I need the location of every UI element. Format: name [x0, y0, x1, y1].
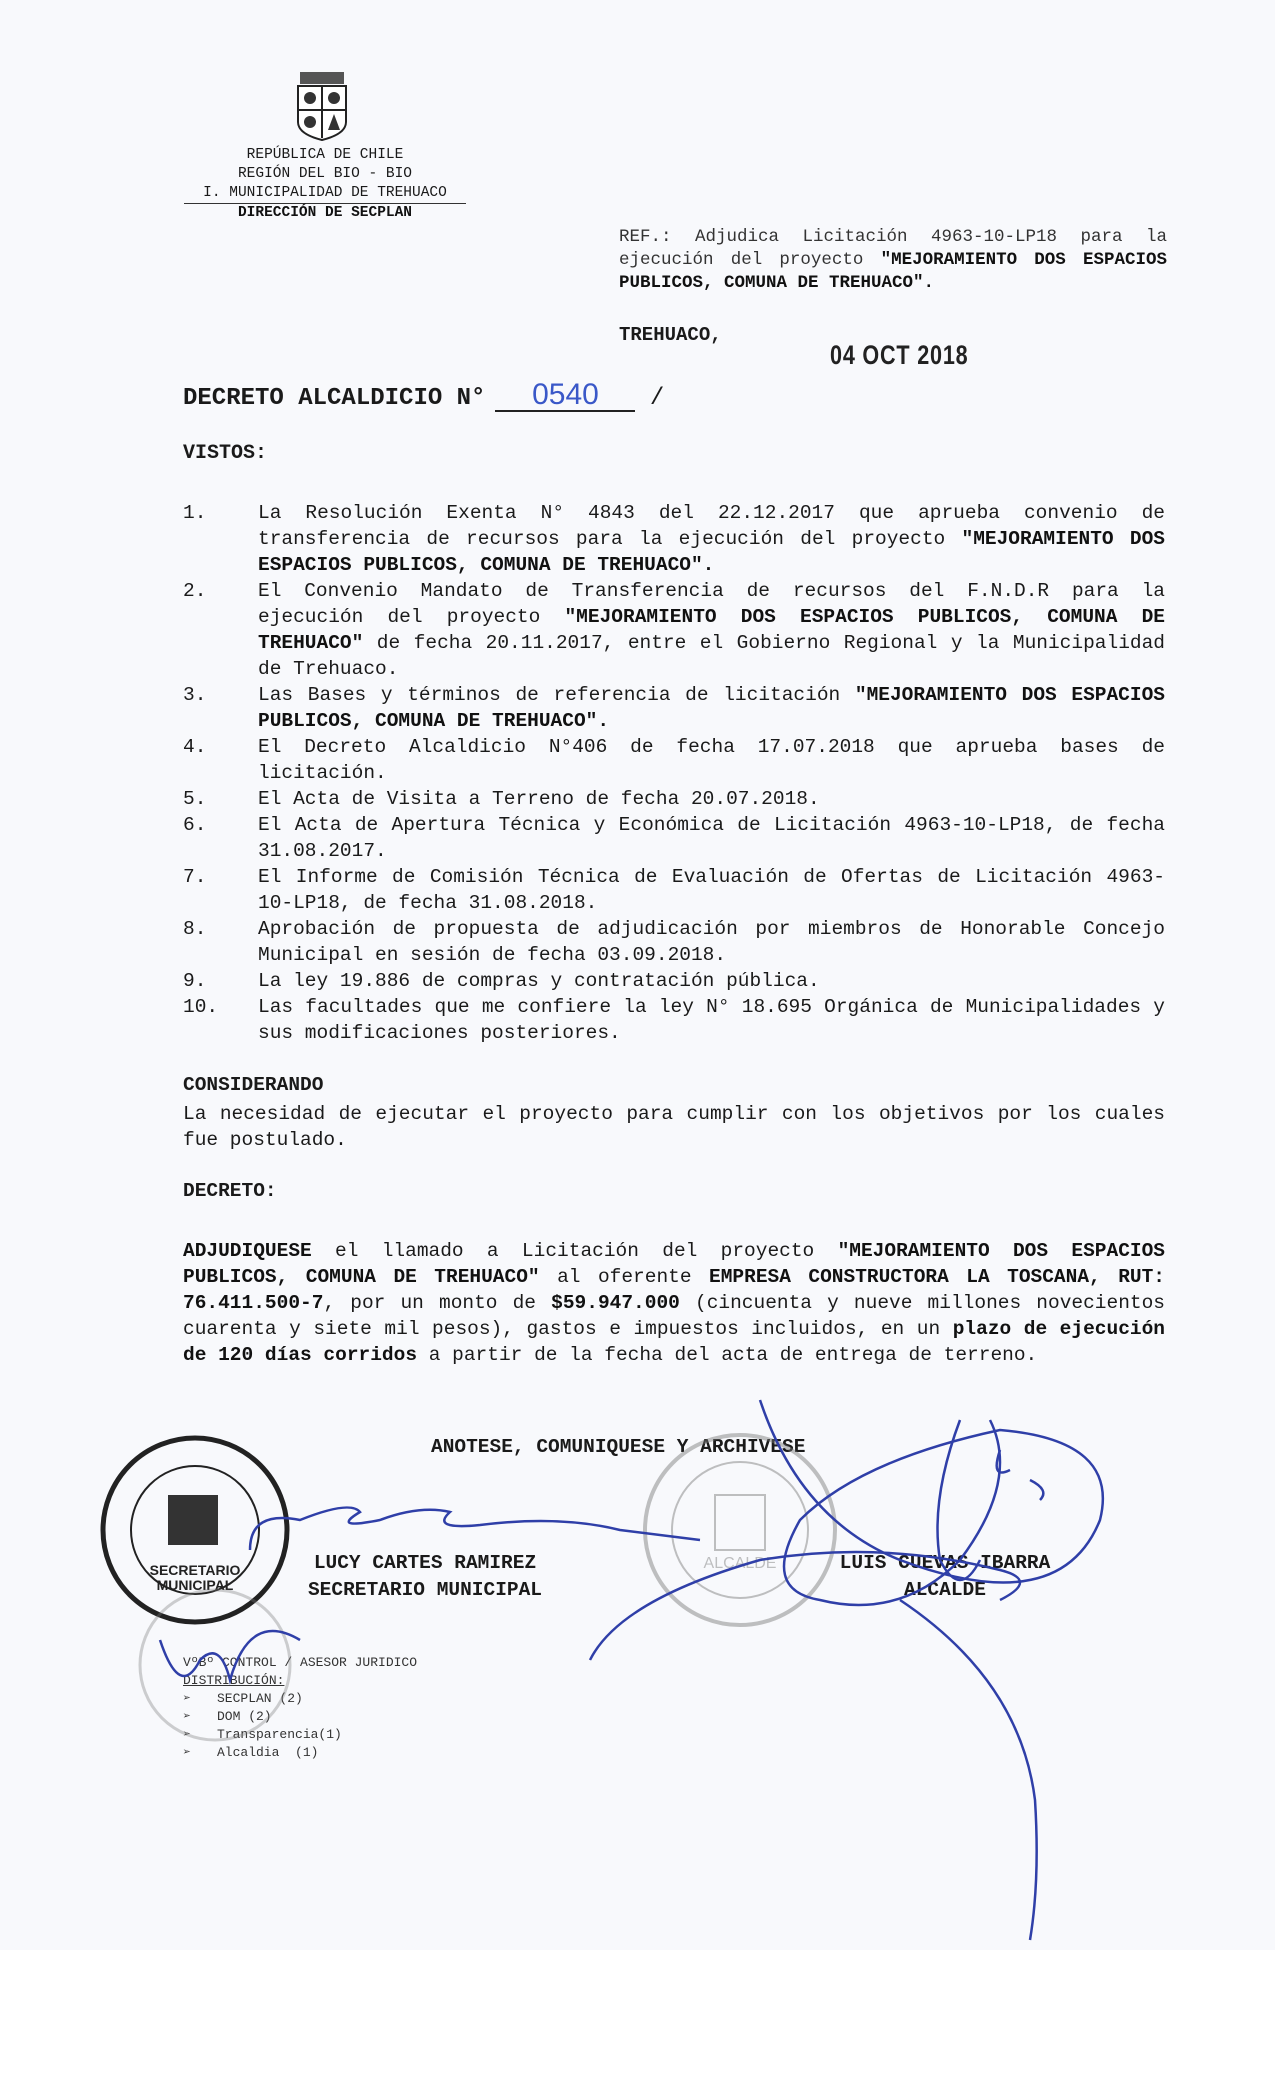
arrow-bullet-icon: ➢ — [183, 1745, 191, 1760]
item-number: 10. — [183, 996, 219, 1018]
closing-formula: ANOTESE, COMUNIQUESE Y ARCHIVESE — [431, 1436, 806, 1458]
distribution-title: DISTRIBUCIÓN: — [183, 1673, 285, 1688]
place-label: TREHUACO, — [619, 324, 722, 346]
item-number: 8. — [183, 918, 207, 940]
item-text — [258, 734, 1165, 786]
item-text — [258, 968, 1165, 994]
bold-text: "MEJORAMIENTO DOS ESPACIOS PUBLICOS, COMUNA DE TREHUACO" — [183, 1240, 1165, 1288]
text: El Acta de Apertura Técnica y Económica de Licitación 4963-10-LP18, de fecha 31.08.2017. — [258, 814, 1165, 862]
distribution-list — [183, 1690, 417, 1762]
arrow-bullet-icon: ➢ — [183, 1727, 191, 1742]
item-number: 9. — [183, 970, 207, 992]
letterhead-municipality: I. MUNICIPALIDAD DE TREHUACO — [184, 184, 466, 204]
considerando-title: CONSIDERANDO — [183, 1074, 324, 1096]
item-number: 6. — [183, 814, 207, 836]
vistos-item — [183, 968, 1165, 994]
item-number: 2. — [183, 580, 207, 602]
letterhead — [184, 146, 466, 223]
distribution-item — [183, 1708, 417, 1726]
text: al oferente — [539, 1266, 710, 1288]
text: El Informe de Comisión Técnica de Evaluación de Ofertas de Licitación 4963-10-LP18, de fecha 31.08.2018. — [258, 866, 1165, 914]
svg-text:SECRETARIO: SECRETARIO — [149, 1562, 241, 1578]
item-text — [258, 682, 1165, 734]
item-text — [258, 994, 1165, 1046]
distribution-label: Alcaldia (1) — [217, 1745, 319, 1760]
vistos-item — [183, 864, 1165, 916]
letterhead-country: REPÚBLICA DE CHILE — [246, 147, 404, 163]
vistos-item — [183, 786, 1165, 812]
item-number: 7. — [183, 866, 207, 888]
bold-text: plazo de ejecución de 120 días corridos — [183, 1318, 1166, 1366]
vistos-list — [183, 500, 1165, 1046]
item-number: 3. — [183, 684, 207, 706]
vistos-item — [183, 682, 1165, 734]
distribution-block — [183, 1654, 417, 1762]
distribution-item — [183, 1690, 417, 1708]
vistos-item — [183, 734, 1165, 786]
date-stamp: 04 OCT 2018 — [830, 340, 969, 370]
text: el llamado a Licitación del proyecto — [311, 1240, 838, 1262]
vistos-title: VISTOS: — [183, 442, 268, 465]
decree-number: 0540 — [495, 380, 635, 412]
text: La Resolución Exenta N° 4843 del 22.12.2017 que aprueba convenio de transferencia de recursos para la ejecución del proyecto — [258, 502, 1165, 550]
vistos-item — [183, 812, 1165, 864]
signatory-name: LUIS CUEVAS IBARRA — [839, 1552, 1051, 1574]
reference-block — [619, 226, 1167, 295]
text: de fecha 20.11.2017, entre el Gobierno Regional y la Municipalidad de Trehuaco. — [258, 632, 1165, 680]
signatory-secretary — [250, 1550, 600, 1604]
item-text — [258, 812, 1165, 864]
signatory-role: ALCALDE — [904, 1579, 986, 1601]
text: a partir de la fecha del acta de entrega de terreno. — [417, 1344, 1038, 1366]
distribution-item — [183, 1726, 417, 1744]
decreto-title: DECRETO: — [183, 1180, 277, 1202]
decree-title — [183, 380, 664, 412]
letterhead-region: REGIÓN DEL BIO - BIO — [237, 166, 413, 182]
approval-line: VºBº CONTROL / ASESOR JURIDICO — [183, 1655, 418, 1670]
item-text — [258, 786, 1165, 812]
signatory-name: LUCY CARTES RAMIREZ — [313, 1552, 537, 1574]
distribution-label: SECPLAN (2) — [217, 1691, 303, 1706]
item-number: 4. — [183, 736, 207, 758]
text: El Acta de Visita a Terreno de fecha 20.07.2018. — [258, 788, 820, 810]
text: Las facultades que me confiere la ley N° 18.695 Orgánica de Municipalidades y sus modificaciones posteriores. — [258, 996, 1165, 1044]
letterhead-department: DIRECCIÓN DE SECPLAN — [237, 205, 413, 221]
item-text — [258, 500, 1165, 578]
text: El Convenio Mandato de Transferencia de recursos del F.N.D.R para la ejecución del proyecto — [258, 580, 1165, 628]
bold-text: $59.947.000 — [551, 1292, 680, 1314]
svg-text:MUNICIPAL: MUNICIPAL — [156, 1577, 234, 1593]
distribution-label: Transparencia(1) — [217, 1727, 342, 1742]
text: La ley 19.886 de compras y contratación pública. — [258, 970, 820, 992]
text: Las Bases y términos de referencia de licitación — [258, 684, 855, 706]
distribution-item — [183, 1744, 417, 1762]
item-text — [258, 864, 1165, 916]
text: , por un monto de — [323, 1292, 552, 1314]
decree-label: DECRETO ALCALDICIO N° — [183, 385, 486, 412]
vistos-item — [183, 994, 1165, 1046]
signatory-role: SECRETARIO MUNICIPAL — [307, 1579, 543, 1601]
decreto-text — [183, 1238, 1165, 1368]
item-number: 1. — [183, 502, 207, 524]
item-text — [258, 578, 1165, 682]
distribution-label: DOM (2) — [217, 1709, 272, 1724]
bold-text: "MEJORAMIENTO DOS ESPACIOS PUBLICOS, COMUNA DE TREHUACO". — [258, 684, 1165, 732]
bold-text: "MEJORAMIENTO DOS ESPACIOS PUBLICOS, COMUNA DE TREHUACO". — [258, 528, 1165, 576]
item-text — [258, 916, 1165, 968]
bold-text: "MEJORAMIENTO DOS ESPACIOS PUBLICOS, COMUNA DE TREHUACO" — [258, 606, 1165, 654]
text: El Decreto Alcaldicio N°406 de fecha 17.07.2018 que aprueba bases de licitación. — [258, 736, 1165, 784]
bold-text: EMPRESA CONSTRUCTORA LA TOSCANA, RUT: 76.411.500-7 — [183, 1266, 1165, 1314]
arrow-bullet-icon: ➢ — [183, 1709, 191, 1724]
bold-text: ADJUDIQUESE — [183, 1240, 312, 1262]
arrow-bullet-icon: ➢ — [183, 1691, 191, 1706]
municipal-crest-icon — [292, 70, 352, 142]
vistos-item — [183, 578, 1165, 682]
text: Aprobación de propuesta de adjudicación por miembros de Honorable Concejo Municipal en sesión de fecha 03.09.2018. — [258, 918, 1165, 966]
reference-project: "MEJORAMIENTO DOS ESPACIOS PUBLICOS, COMUNA DE TREHUACO". — [619, 250, 1168, 293]
reference-text: REF.: Adjudica Licitación 4963-10-LP18 para la ejecución del proyecto — [619, 227, 1167, 270]
considerando-text: La necesidad de ejecutar el proyecto para cumplir con los objetivos por los cuales fue postulado. — [183, 1103, 1165, 1151]
vistos-item — [183, 916, 1165, 968]
decree-slash: / — [649, 385, 665, 412]
svg-text:ALCALDE: ALCALDE — [703, 1555, 777, 1572]
item-number: 5. — [183, 788, 207, 810]
text: (cincuenta y nueve millones novecientos cuarenta y siete mil pesos), gastos e impuestos incluidos, en un — [183, 1292, 1166, 1340]
vistos-item — [183, 500, 1165, 578]
signatory-mayor — [770, 1550, 1120, 1604]
